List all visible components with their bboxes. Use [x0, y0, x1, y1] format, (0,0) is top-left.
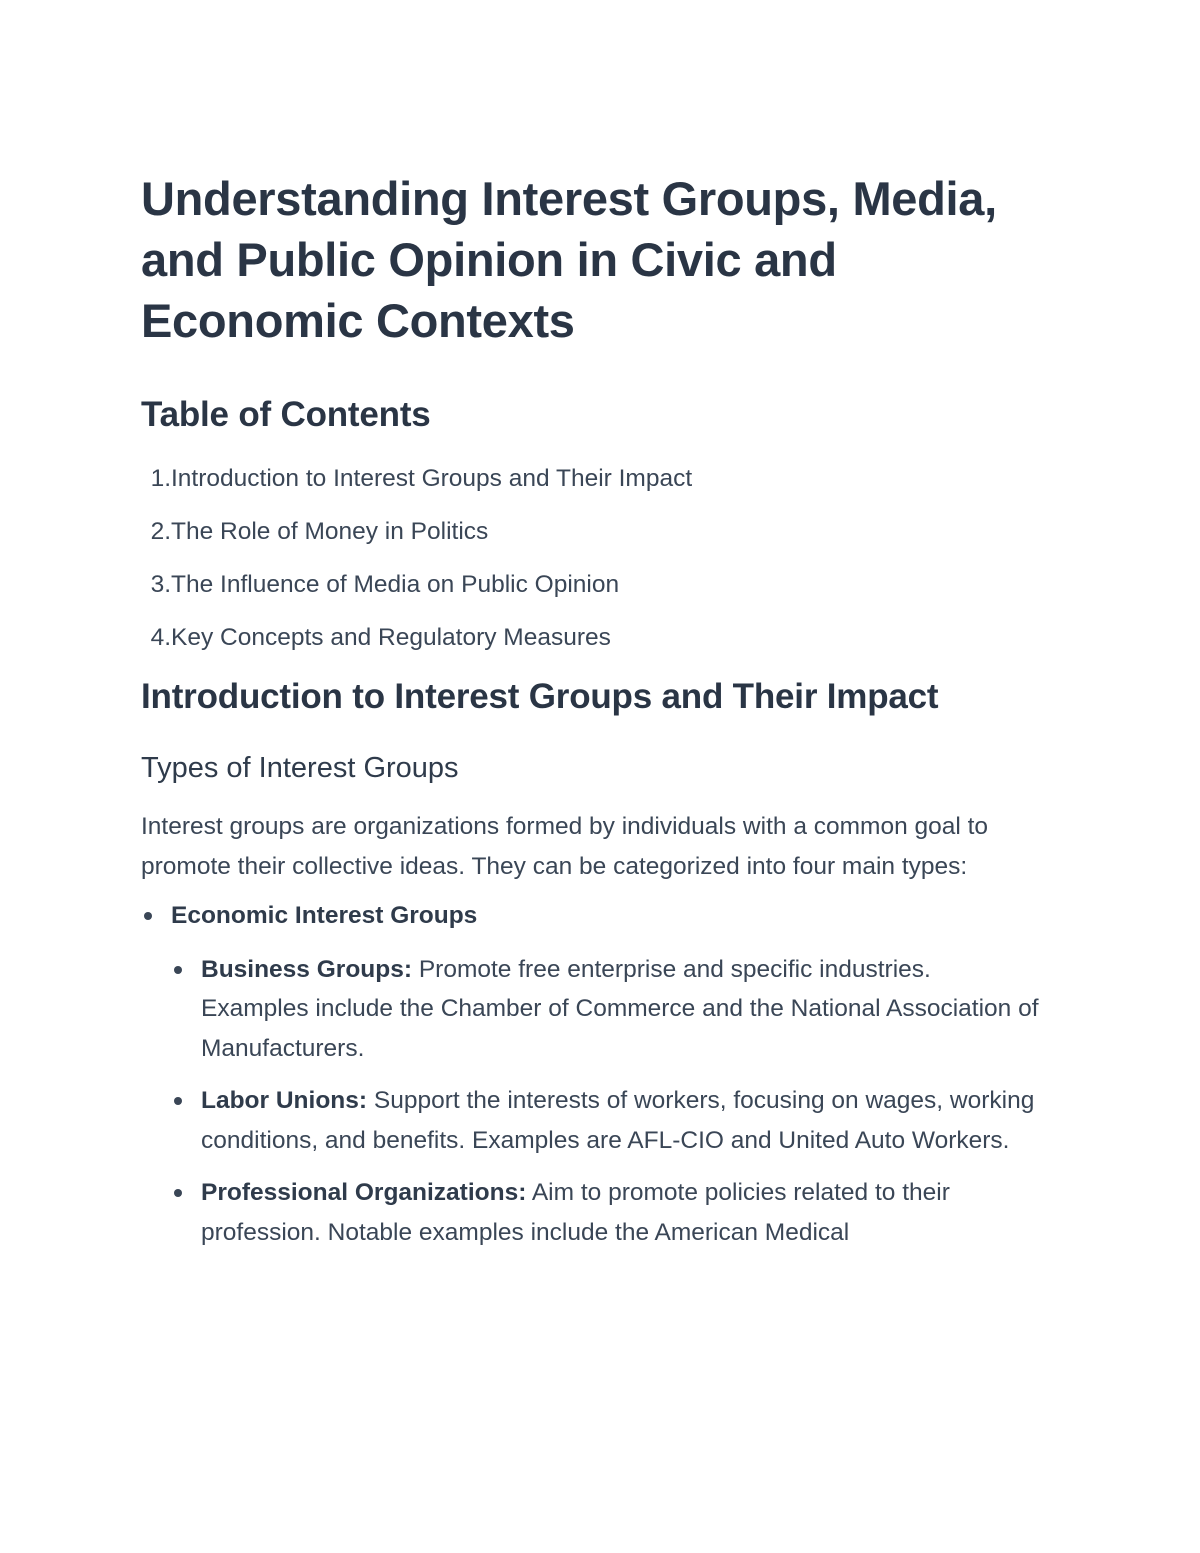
toc-item-number: 2. [150, 518, 171, 545]
sub-list-item [171, 950, 1043, 1069]
bullet-icon [174, 1097, 182, 1105]
toc-item-number: 4. [150, 624, 171, 651]
toc-item [141, 516, 1071, 548]
sub-item-text: Aim to promote policies related to their profession. Notable examples include the American Medical [201, 1179, 950, 1246]
toc-heading: Table of Contents [141, 395, 431, 434]
bullet-icon [174, 966, 182, 974]
document-title: Understanding Interest Groups, Media, and Public Opinion in Civic and Economic Contexts [141, 172, 997, 347]
sub-item-term: Labor Unions: [201, 1087, 368, 1114]
sub-item-term: Business Groups: [201, 955, 413, 983]
sub-list-item [171, 1173, 1043, 1252]
toc-item-label: Key Concepts and Regulatory Measures [171, 624, 611, 651]
toc-item-label: The Influence of Media on Public Opinion [171, 571, 620, 598]
intro-paragraph: Interest groups are organizations formed by individuals with a common goal to promote their collective ideas. They can be categorized into four main types: [141, 813, 989, 880]
sub-bullet-list [171, 950, 1071, 1253]
section-heading: Introduction to Interest Groups and Their Impact [141, 677, 939, 716]
sub-item-text: Support the interests of workers, focusing on wages, working conditions, and benefits. Examples are AFL-CIO and United Auto Workers. [201, 1087, 1035, 1154]
toc-item [141, 463, 1071, 495]
toc-item-label: The Role of Money in Politics [171, 518, 489, 545]
bullet-icon [174, 1189, 182, 1197]
toc-item-number: 1. [150, 465, 171, 492]
bullet-list [141, 896, 1071, 1252]
document-page [141, 168, 1071, 1265]
toc-item [141, 569, 1071, 601]
subsection-heading: Types of Interest Groups [141, 752, 459, 784]
bullet-icon [144, 912, 152, 920]
sub-item-term: Professional Organizations: [201, 1179, 527, 1206]
sub-list-item [171, 1081, 1043, 1160]
toc-item-number: 3. [150, 571, 171, 598]
list-item-label: Economic Interest Groups [171, 902, 478, 929]
toc-item-label: Introduction to Interest Groups and Their Impact [171, 465, 693, 492]
toc-item [141, 622, 1071, 654]
list-item [141, 896, 1071, 1252]
sub-item-text: Promote free enterprise and specific industries. Examples include the Chamber of Commerce and the National Association of Manufacturers. [201, 955, 1039, 1062]
toc-list [141, 463, 1071, 654]
